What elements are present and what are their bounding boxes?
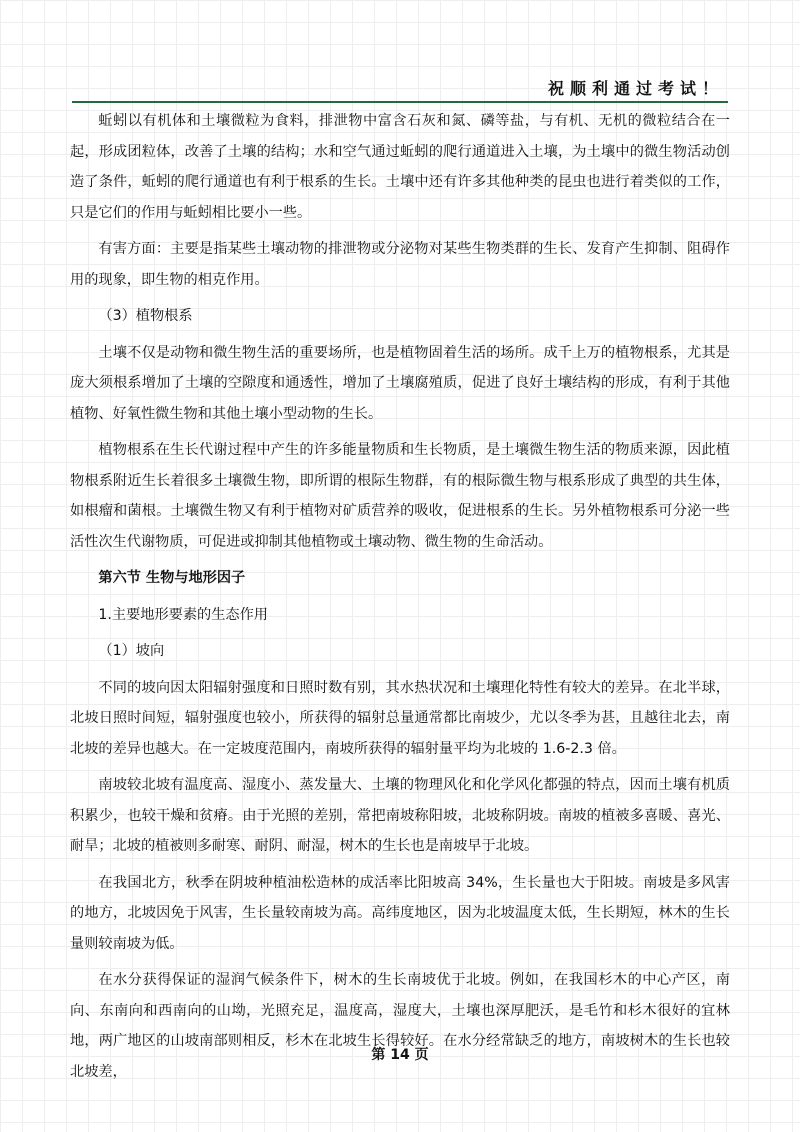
paragraph: 在水分获得保证的湿润气候条件下，树木的生长南坡优于北坡。例如，在我国杉木的中心产区，南向、东南向和西南向的山坳，光照充足，温度高，湿度大，土壤也深厚肥沃，是毛竹和杉木很好的宜林地，两广地区的山坡南部则相反，杉木在北坡生长得较好。在水分经常缺乏的地方，南坡树木的生长也较北坡差， <box>70 972 730 1080</box>
page-number: 第 14 页 <box>371 1047 429 1063</box>
paragraph: 植物根系在生长代谢过程中产生的许多能量物质和生长物质，是土壤微生物生活的物质来源，因此植物根系附近生长着很多土壤微生物，即所谓的根际生物群，有的根际微生物与根系形成了典型的共生体，如根瘤和菌根。土壤微生物又有利于植物对矿质营养的吸收，促进根系的生长。另外植物根系可分泌一些活性次生代谢物质，可促进或抑制其他植物或土壤动物、微生物的生命活动。 <box>70 442 730 550</box>
paragraph: 在我国北方，秋季在阴坡种植油松造林的成活率比阳坡高 34%，生长量也大于阳坡。南坡是多风害的地方，北坡因免于风害，生长量较南坡为高。高纬度地区，因为北坡温度太低，生长期短，林木的生长量则较南坡为低。 <box>70 874 730 952</box>
paragraph: 有害方面：主要是指某些土壤动物的排泄物或分泌物对某些生物类群的生长、发育产生抑制、阻碍作用的现象，即生物的相克作用。 <box>70 241 730 288</box>
section-heading: 第六节 生物与地形因子 <box>98 570 246 586</box>
paragraph: 土壤不仅是动物和微生物生活的重要场所，也是植物固着生活的场所。成千上万的植物根系，尤其是庞大须根系增加了土壤的空隙度和通透性，增加了土壤腐殖质，促进了良好土壤结构的形成，有利于其他植物、好氧性微生物和其他土壤小型动物的生长。 <box>70 344 730 422</box>
paragraph: 蚯蚓以有机体和土壤微粒为食料，排泄物中富含石灰和氮、磷等盐，与有机、无机的微粒结合在一起，形成团粒体，改善了土壤的结构；水和空气通过蚯蚓的爬行通道进入土壤，为土壤中的微生物活动创造了条件，蚯蚓的爬行通道也有利于根系的生长。土壤中还有许多其他种类的昆虫也进行着类似的工作，只是它们的作用与蚯蚓相比要小一些。 <box>70 113 730 221</box>
paragraph: 南坡较北坡有温度高、湿度小、蒸发量大、土壤的物理风化和化学风化都强的特点，因而土壤有机质积累少，也较干燥和贫瘠。由于光照的差别，常把南坡称阳坡，北坡称阴坡。南坡的植被多喜暖、喜光、耐旱；北坡的植被则多耐寒、耐阴、耐湿，树木的生长也是南坡早于北坡。 <box>70 777 730 854</box>
header-slogan: 祝顺利通过考试！ <box>547 79 724 98</box>
subsection-label: （1）坡向 <box>98 643 165 659</box>
page-body <box>70 106 730 1087</box>
subsection-title: 1.主要地形要素的生态作用 <box>98 606 268 623</box>
subsection-label: （3）植物根系 <box>98 308 193 324</box>
header-rule <box>72 101 728 103</box>
page-header <box>72 72 728 102</box>
paragraph: 不同的坡向因太阳辐射强度和日照时数有别，其水热状况和土壤理化特性有较大的差异。在北半球，北坡日照时间短，辐射强度也较小，所获得的辐射总量通常都比南坡少，尤以冬季为甚，且越往北去，南北坡的差异也越大。在一定坡度范围内，南坡所获得的辐射量平均为北坡的 1.6-2.3 倍。 <box>70 679 730 757</box>
